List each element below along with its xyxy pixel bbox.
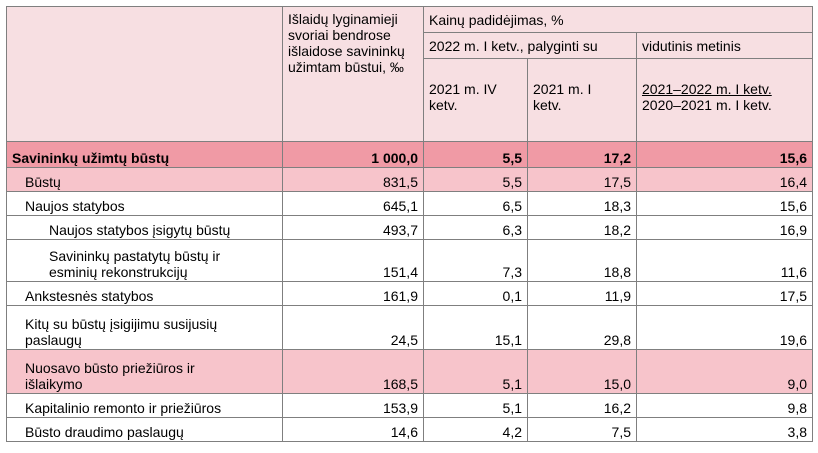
header-q1-text: 2021 m. I ketv.	[533, 81, 592, 113]
row-q4: 5,5	[424, 142, 528, 168]
row-avg: 9,8	[637, 394, 813, 418]
row-avg: 16,4	[637, 168, 813, 192]
row-q1: 15,0	[528, 350, 637, 394]
row-label: Kapitalinio remonto ir priežiūros	[7, 394, 283, 418]
row-weight: 831,5	[283, 168, 424, 192]
header-price-increase-text: Kainų padidėjimas, %	[429, 11, 564, 28]
header-compared-group	[424, 33, 637, 59]
row-label-text: Nuosavo būsto priežiūros ir išlaikymo	[25, 360, 195, 392]
table-row	[7, 192, 813, 216]
row-q4: 6,5	[424, 192, 528, 216]
row-avg: 15,6	[637, 192, 813, 216]
header-weight-text: Išlaidų lyginamieji svoriai bendrose išlaidose savininkų užimtam būstui, ‰	[288, 11, 405, 75]
header-annual-avg	[637, 33, 813, 59]
table-row	[7, 240, 813, 282]
row-avg: 17,5	[637, 282, 813, 306]
header-avg	[637, 59, 813, 142]
row-label	[7, 306, 283, 350]
row-avg: 15,6	[637, 142, 813, 168]
header-empty-cell	[7, 7, 283, 142]
table-row	[7, 216, 813, 240]
row-q1: 7,5	[528, 418, 637, 442]
row-q1: 17,5	[528, 168, 637, 192]
row-q1: 18,3	[528, 192, 637, 216]
price-index-table	[6, 6, 813, 442]
row-avg: 11,6	[637, 240, 813, 282]
row-weight: 24,5	[283, 306, 424, 350]
table-row	[7, 168, 813, 192]
row-weight: 645,1	[283, 192, 424, 216]
row-q4: 15,1	[424, 306, 528, 350]
row-weight: 161,9	[283, 282, 424, 306]
row-q1: 17,2	[528, 142, 637, 168]
row-avg: 16,9	[637, 216, 813, 240]
row-avg: 19,6	[637, 306, 813, 350]
table-row	[7, 418, 813, 442]
row-q1: 16,2	[528, 394, 637, 418]
row-q1: 11,9	[528, 282, 637, 306]
row-q1: 18,8	[528, 240, 637, 282]
header-q4-text: 2021 m. IV ketv.	[429, 81, 497, 113]
row-q4: 5,1	[424, 350, 528, 394]
row-weight: 14,6	[283, 418, 424, 442]
row-q4: 6,3	[424, 216, 528, 240]
row-label: Naujos statybos	[7, 192, 283, 216]
row-q4: 7,3	[424, 240, 528, 282]
header-compared-text: 2022 m. I ketv., palyginti su	[429, 37, 598, 54]
row-q4: 4,2	[424, 418, 528, 442]
row-label: Savininkų užimtų būstų	[7, 142, 283, 168]
table-row	[7, 282, 813, 306]
header-avg-top: 2021–2022 m. I ketv.	[642, 81, 772, 97]
row-q4: 5,1	[424, 394, 528, 418]
row-weight: 151,4	[283, 240, 424, 282]
header-q4	[424, 59, 528, 142]
row-q1: 18,2	[528, 216, 637, 240]
row-label	[7, 350, 283, 394]
row-label-text: Savininkų pastatytų būstų ir esminių rekonstrukcijų	[49, 248, 221, 280]
row-weight: 168,5	[283, 350, 424, 394]
header-price-increase	[424, 7, 813, 33]
row-label-text: Kitų su būstų įsigijimu susijusių paslaugų	[25, 316, 218, 348]
row-weight: 1 000,0	[283, 142, 424, 168]
header-weight	[283, 7, 424, 142]
row-avg: 3,8	[637, 418, 813, 442]
row-label	[7, 240, 283, 282]
row-label: Naujos statybos įsigytų būstų	[7, 216, 283, 240]
row-weight: 493,7	[283, 216, 424, 240]
header-annual-avg-text: vidutinis metinis	[642, 37, 741, 54]
row-q4: 5,5	[424, 168, 528, 192]
row-q1: 29,8	[528, 306, 637, 350]
row-q4: 0,1	[424, 282, 528, 306]
table-row	[7, 394, 813, 418]
row-label: Būstų	[7, 168, 283, 192]
row-label: Būsto draudimo paslaugų	[7, 418, 283, 442]
row-label: Ankstesnės statybos	[7, 282, 283, 306]
table-row	[7, 350, 813, 394]
row-avg: 9,0	[637, 350, 813, 394]
header-q1	[528, 59, 637, 142]
row-weight: 153,9	[283, 394, 424, 418]
table-row	[7, 306, 813, 350]
table-row	[7, 142, 813, 168]
header-avg-bottom: 2020–2021 m. I ketv.	[642, 97, 772, 113]
